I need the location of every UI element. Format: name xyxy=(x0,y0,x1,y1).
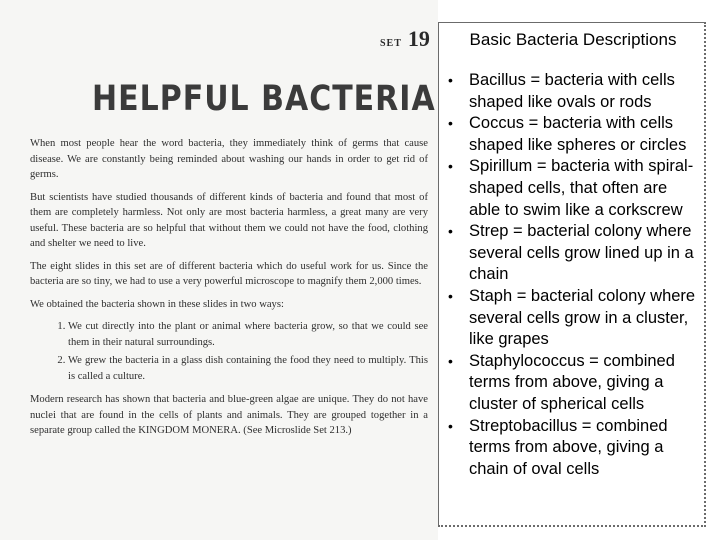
box-title: Basic Bacteria Descriptions xyxy=(469,30,677,49)
bullet-icon: • xyxy=(448,287,453,304)
scan-body xyxy=(30,136,428,446)
description-text: Spirillum = bacteria with spiral-shaped cells, that often are able to swim like a corkscrew xyxy=(469,157,694,219)
description-item xyxy=(448,113,701,156)
scan-title: HELPFUL BACTERIA xyxy=(92,79,436,120)
bullet-icon: • xyxy=(448,352,453,369)
scan-paragraph: When most people hear the word bacteria, they immediately think of germs that cause disease. We are constantly being reminded about washing our hands in order to get rid of germs. xyxy=(30,138,428,180)
set-label xyxy=(380,26,430,52)
ways-item: 2. We grew the bacteria in a glass dish containing the food they need to multiply. This is called a culture. xyxy=(68,353,428,384)
bullet-icon: • xyxy=(448,158,453,175)
bullet-icon: • xyxy=(448,417,453,434)
description-item xyxy=(448,70,701,113)
set-word: SET xyxy=(380,38,402,49)
scan-closing: Modern research has shown that bacteria and blue-green algae are unique. They do not have nuclei that are found in the cells of plants and animals. They are grouped together in a separate group called the KINGDOM MONERA. (See Microslide Set 213.) xyxy=(30,394,428,436)
descriptions-list xyxy=(448,70,701,480)
descriptions-box xyxy=(438,22,706,527)
description-item xyxy=(448,286,701,351)
bullet-icon: • xyxy=(448,223,453,240)
description-item xyxy=(448,156,701,221)
description-item xyxy=(448,416,701,481)
bullet-icon: • xyxy=(448,115,453,132)
description-text: Bacillus = bacteria with cells shaped like ovals or rods xyxy=(469,71,675,111)
description-text: Staph = bacterial colony where several cells grow in a cluster, like grapes xyxy=(469,286,696,349)
scan-paragraph: We obtained the bacteria shown in these slides in two ways: xyxy=(30,298,284,310)
description-item xyxy=(448,221,701,286)
scan-paragraph: The eight slides in this set are of different bacteria which do useful work for us. Since the bacteria are so tiny, we had to use a very powerful microscope to magnify them 2,000 times. xyxy=(30,260,428,287)
set-number: 19 xyxy=(407,26,430,51)
ways-item: 1. We cut directly into the plant or animal where bacteria grow, so that we could see them in their natural surroundings. xyxy=(68,319,428,350)
description-item xyxy=(448,351,701,416)
description-text: Staphylococcus = combined terms from above, giving a cluster of spherical cells xyxy=(469,351,675,413)
scan-paragraph: But scientists have studied thousands of different kinds of bacteria and found that most of them are completely harmless. Not only are most bacteria harmless, a great many are very useful. These bacteria are so helpful that without them we could not have the food, clothing and shelter we need to live. xyxy=(30,191,428,249)
description-text: Coccus = bacteria with cells shaped like spheres or circles xyxy=(469,114,687,154)
ways-list xyxy=(30,319,428,384)
description-text: Strep = bacterial colony where several cells grow lined up in a chain xyxy=(469,222,694,284)
description-text: Streptobacillus = combined terms from above, giving a chain of oval cells xyxy=(469,416,668,478)
bullet-icon: • xyxy=(448,72,453,88)
